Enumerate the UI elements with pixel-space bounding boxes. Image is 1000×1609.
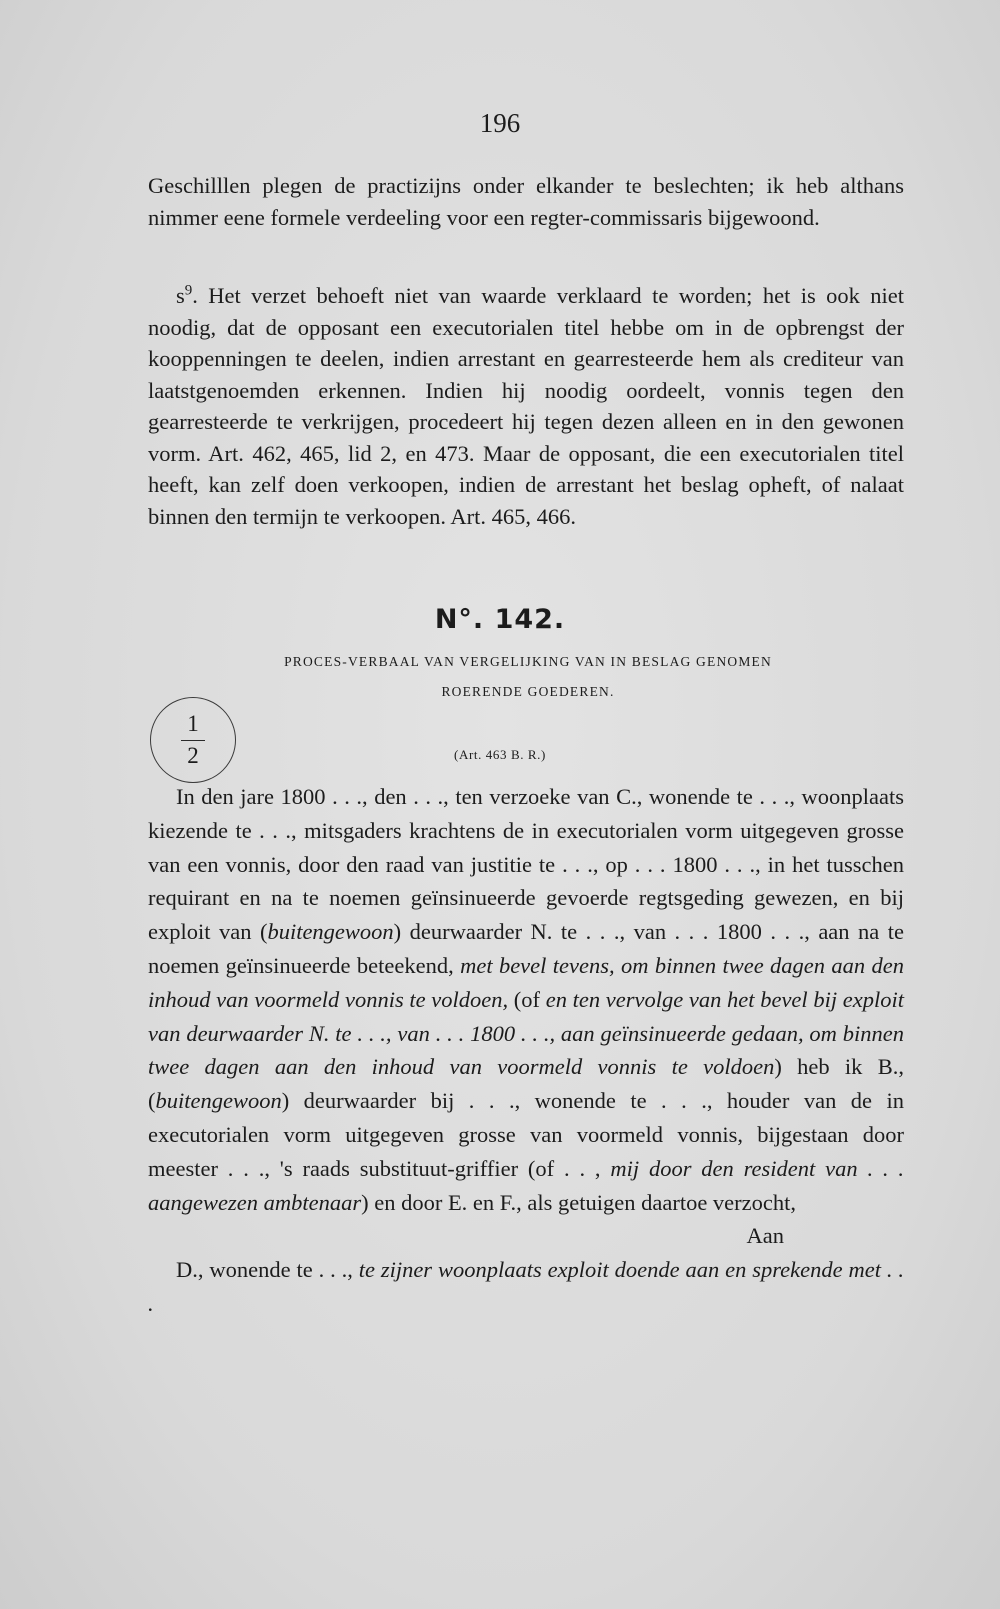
deed-italic-text: en ten vervolge van het bevel bij exploit van deurwaarder N. te . . ., van . . . 1800 . . ., aan geïnsinueerde gedaan, om binnen twee dagen aan den inhoud van voormeld vonnis te voldoen <box>148 986 904 1080</box>
deed-text: (of <box>508 986 546 1012</box>
deed-paragraph-1 <box>148 780 904 1219</box>
deed-text: In den jare 1800 . . ., den . . ., ten verzoeke van C., wonende te . . ., woonplaats kiezende te . . ., mitsgaders krachtens de in executorialen vorm uitgegeven grosse van een vonnis, door den raad van justitie te . . ., op . . . 1800 . . ., in het tusschen requirant en na te noemen geïnsinueerde gevoerde regtsgeding gewezen, en bij exploit van ( <box>148 784 904 945</box>
deed-text: D., wonende te . . ., <box>176 1257 359 1283</box>
deed-text: ) en door E. en F., als getuigen daartoe verzocht, <box>361 1189 797 1215</box>
title-line-2: ROERENDE GOEDEREN. <box>441 684 615 699</box>
deed-text: ) heb ik B., ( <box>148 1054 904 1114</box>
stamp-denominator: 2 <box>187 743 199 768</box>
article-reference: (Art. 463 B. R.) <box>454 747 546 762</box>
deed-italic-text: mij door den resident van . . . aangewezen ambtenaar <box>148 1155 904 1215</box>
intro-text: Geschilllen plegen de practizijns onder elkander te beslechten; ik heb althans nimmer eene formele verdeeling voor een regter-commissaris bijgewoond. <box>148 173 904 230</box>
deed-body <box>148 780 904 1321</box>
addressee-label: Aan <box>746 1223 784 1249</box>
page-number: 196 <box>479 108 521 138</box>
section-marker: s <box>176 283 185 308</box>
intro-paragraph <box>148 170 904 233</box>
fraction-stamp <box>150 697 236 783</box>
stamp-fraction-bar <box>181 740 205 741</box>
stamp-numerator: 1 <box>187 711 199 736</box>
deed-italic-text: met bevel tevens, om binnen twee dagen aan den inhoud van voormeld vonnis te voldoen, <box>148 952 904 1012</box>
section-marker-sup: 9 <box>184 282 193 299</box>
deed-italic-text: te zijner woonplaats exploit doende aan en sprekende met . . . <box>148 1257 904 1316</box>
section-9-text: . Het verzet behoeft niet van waarde verklaard te worden; het is ook niet noodig, dat de opposant een executorialen titel hebbe om in de opbrengst der kooppenningen te deelen, indien arrestant en gearresteerde hem als crediteur van laatstgenoemden erkennen. Indien hij noodig oordeelt, vonnis tegen den gearresteerde te verkrijgen, procedeert hij tegen dezen alleen en in den gewonen vorm. Art. 462, 465, lid 2, en 473. Maar de opposant, die een executorialen titel heeft, kan zelf doen verkoopen, indien de arrestant het beslag opheft, of nalaat binnen den termijn te verkoopen. Art. 465, 466. <box>148 283 904 529</box>
deed-paragraph-2 <box>148 1253 904 1321</box>
deed-italic-text: buitengewoon <box>155 1088 282 1114</box>
deed-text: ) deurwaarder N. te . . ., van . . . 1800 . . ., aan na te noemen geïnsinueerde beteekend, <box>148 919 904 978</box>
deed-italic-text: buitengewoon <box>267 919 394 945</box>
title-line-1: PROCES-VERBAAL VAN VERGELIJKING VAN IN BESLAG GENOMEN <box>284 654 772 669</box>
heading-number: N°. 142. <box>434 604 566 635</box>
deed-text: ) deurwaarder bij . . ., wonende te . . ., houder van de in executorialen vorm uitgegeven grosse van voormeld vonnis, bijgestaan door meester . . ., 's raads substituut-griffier (of . . , <box>148 1088 904 1181</box>
section-9-paragraph <box>148 280 904 532</box>
